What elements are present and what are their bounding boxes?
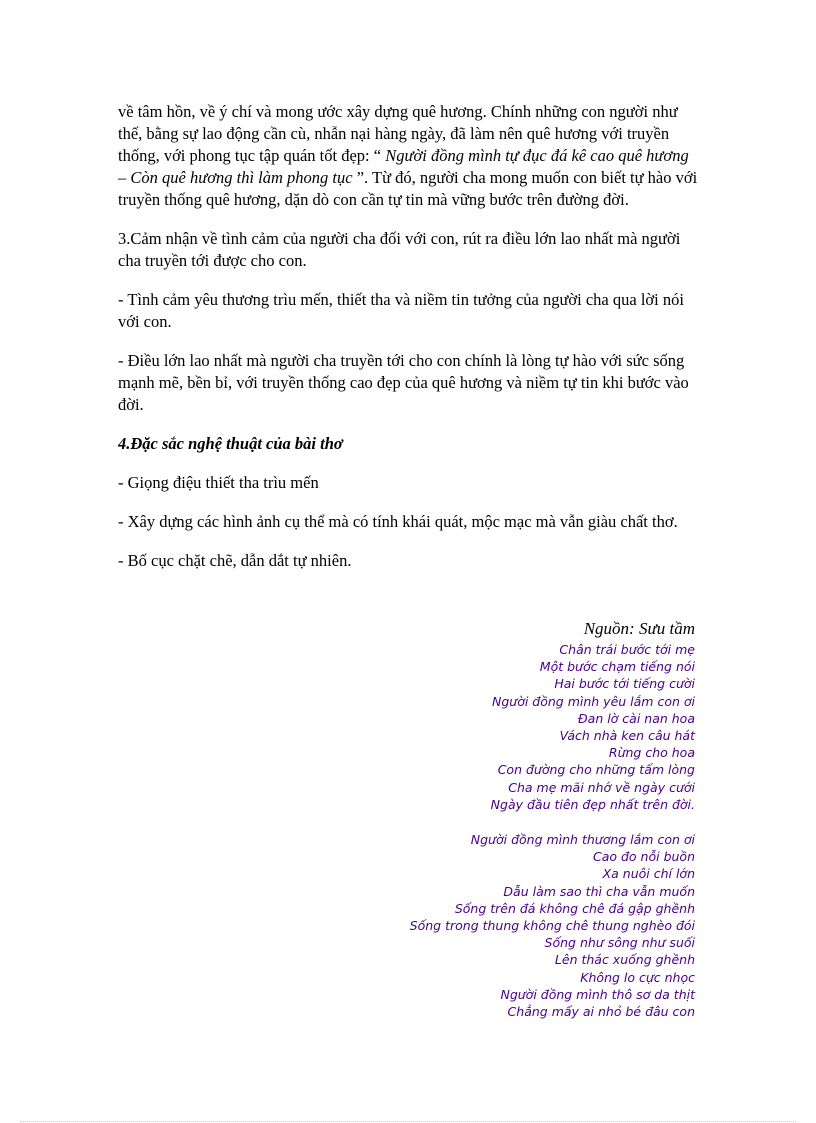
poem-line: Một bước chạm tiếng nói xyxy=(539,659,695,675)
poem-line: Con đường cho những tấm lòng xyxy=(497,762,695,778)
poem-line: Đan lờ cài nan hoa xyxy=(577,710,695,726)
poem-line: Lên thác xuống ghềnh xyxy=(554,952,695,968)
paragraph-text: về tâm hồn, về ý chí và mong ước xây dựng quê hương. Chính những con người như thế, bằng sự lao động cần cù, nhẫn nại hàng ngày, đã làm nên quê hương với truyền thống, với phong tục tập quán tốt đẹp: “ xyxy=(118,102,678,165)
bullet-tone: - Giọng điệu thiết tha trìu mến xyxy=(118,473,319,492)
poem-line: Sống trong thung không chê thung nghèo đói xyxy=(409,918,695,934)
paragraph-homeland-tradition xyxy=(118,101,698,211)
poem-line: Người đồng mình thô sơ da thịt xyxy=(500,986,695,1002)
poem-stanza-1 xyxy=(275,641,695,813)
paragraph-text: ”. Từ đó, người cha mong muốn con biết tự hào với truyền thống quê hương, dặn dò con cần tự tin mà vững bước trên đường đời. xyxy=(118,168,698,209)
poem-line: Người đồng mình yêu lắm con ơi xyxy=(492,693,695,709)
poem-line: Chẳng mấy ai nhỏ bé đâu con xyxy=(507,1004,695,1020)
poem-line: Cha mẹ mãi nhớ về ngày cưới xyxy=(508,779,695,795)
bullet-greatest-lesson: - Điều lớn lao nhất mà người cha truyền tới cho con chính là lòng tự hào với sức sống mạnh mẽ, bền bỉ, với truyền thống cao đẹp của quê hương và niềm tự tin khi bước vào đời. xyxy=(118,351,689,414)
poem-line: Rừng cho hoa xyxy=(608,745,695,761)
poem-line: Xa nuôi chí lớn xyxy=(602,866,695,882)
poem-line: Cao đo nỗi buồn xyxy=(592,849,695,865)
poem-line: Hai bước tới tiếng cười xyxy=(554,676,695,692)
document-body xyxy=(118,101,698,589)
poem-line: Không lo cực nhọc xyxy=(580,969,695,985)
bullet-love-of-father: - Tình cảm yêu thương trìu mến, thiết tha và niềm tin tưởng của người cha qua lời nói với con. xyxy=(118,290,684,331)
section-4-heading: 4.Đặc sắc nghệ thuật của bài thơ xyxy=(118,434,343,453)
source-credit: Nguồn: Sưu tầm xyxy=(583,619,695,638)
poem-line: Dẫu làm sao thì cha vẫn muốn xyxy=(503,883,695,899)
bullet-structure: - Bố cục chặt chẽ, dẫn dắt tự nhiên. xyxy=(118,551,352,570)
section-3-question: 3.Cảm nhận về tình cảm của người cha đối với con, rút ra điều lớn lao nhất mà người cha truyền tới được cho con. xyxy=(118,229,681,270)
poem-stanza-2 xyxy=(275,831,695,1020)
poem-line: Sống trên đá không chê đá gập ghềnh xyxy=(454,900,695,916)
poem-line: Ngày đầu tiên đẹp nhất trên đời. xyxy=(490,796,695,812)
poem-line: Người đồng mình thương lắm con ơi xyxy=(470,832,695,847)
poem-line: Sống như sông như suối xyxy=(544,935,695,951)
poem-line: Chân trái bước tới mẹ xyxy=(559,642,695,657)
poem-line: Vách nhà ken câu hát xyxy=(559,728,695,744)
quoted-verse: Người đồng mình tự đục đá kê cao quê hương – Còn quê hương thì làm phong tục xyxy=(118,146,689,187)
bullet-imagery: - Xây dựng các hình ảnh cụ thể mà có tính khái quát, mộc mạc mà vẫn giàu chất thơ. xyxy=(118,512,678,531)
page-bottom-divider xyxy=(20,1121,796,1122)
